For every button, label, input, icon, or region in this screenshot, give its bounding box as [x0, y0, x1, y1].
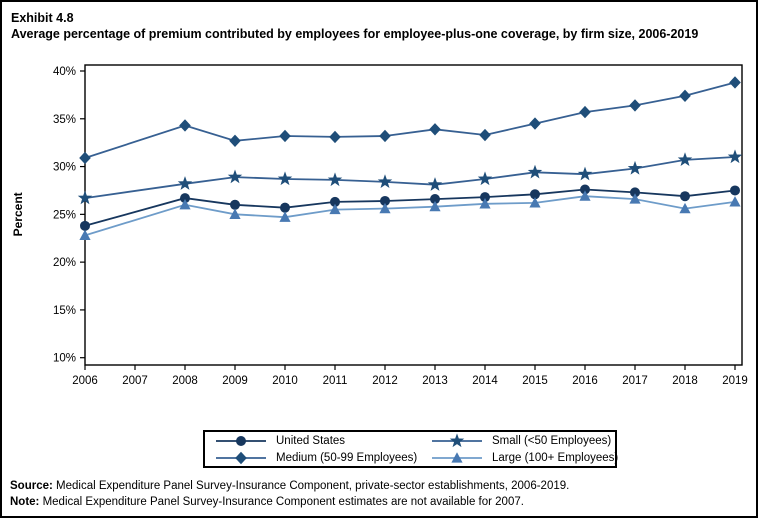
star-legend-swatch	[431, 433, 483, 449]
source-label: Source:	[10, 480, 53, 492]
y-tick-label: 10%	[52, 352, 76, 365]
diamond-marker-point	[379, 130, 391, 142]
triangle-legend-swatch	[431, 450, 483, 466]
star-marker-point	[678, 152, 692, 166]
triangle-marker-point	[729, 196, 740, 206]
star-marker-point	[378, 174, 392, 188]
x-axis	[72, 365, 748, 387]
circle-marker-point	[236, 436, 246, 446]
x-tick-label: 2011	[322, 375, 348, 387]
star-marker-point	[628, 161, 642, 175]
diamond-marker-point	[235, 451, 247, 463]
series-line	[85, 83, 735, 159]
star-marker-point	[228, 169, 242, 183]
x-tick-label: 2010	[272, 375, 298, 387]
diamond-marker-point	[329, 131, 341, 143]
y-axis-title: Percent	[11, 192, 25, 237]
x-tick-label: 2018	[672, 375, 698, 387]
line-chart	[2, 2, 756, 422]
legend-item-large-100-employees	[421, 450, 618, 466]
series-medium-50-99-employees	[79, 76, 741, 164]
legend-item-united-states	[205, 433, 421, 449]
x-tick-label: 2014	[472, 375, 498, 387]
diamond-marker-point	[79, 152, 91, 164]
x-tick-label: 2013	[422, 375, 448, 387]
diamond-marker-point	[679, 90, 691, 102]
star-marker-point	[478, 171, 492, 185]
circle-legend-swatch	[215, 433, 267, 449]
star-marker-point	[528, 165, 542, 179]
diamond-marker-point	[229, 135, 241, 147]
legend-label: Medium (50-99 Employees)	[276, 451, 418, 464]
star-marker-point	[278, 171, 292, 185]
legend-label: Small (<50 Employees)	[492, 434, 612, 447]
legend-item-medium-50-99-employees	[205, 450, 421, 466]
x-tick-label: 2006	[72, 375, 98, 387]
availability-note	[10, 494, 750, 510]
diamond-marker-point	[179, 119, 191, 131]
star-marker-point	[178, 176, 192, 190]
star-marker-point	[428, 177, 442, 191]
legend-label: Large (100+ Employees)	[492, 451, 619, 464]
y-axis	[53, 66, 85, 365]
star-marker-point	[328, 172, 342, 186]
y-tick-label: 40%	[52, 66, 76, 78]
x-tick-label: 2017	[622, 375, 648, 387]
y-tick-label: 15%	[52, 304, 76, 317]
y-tick-label: 30%	[52, 161, 76, 174]
star-marker-point	[450, 433, 464, 447]
note-label: Note:	[10, 496, 40, 508]
series-large-100-employees	[79, 190, 740, 240]
circle-marker-point	[730, 185, 740, 195]
note-text: Medical Expenditure Panel Survey-Insurance Component estimates are not available for 2007.	[39, 496, 524, 508]
legend-label: United States	[276, 434, 346, 447]
x-tick-label: 2016	[572, 375, 598, 387]
diamond-legend-swatch	[215, 450, 267, 466]
y-tick-label: 25%	[52, 209, 76, 222]
x-tick-label: 2008	[172, 375, 198, 387]
diamond-marker-point	[429, 123, 441, 135]
x-tick-label: 2007	[122, 375, 148, 387]
y-tick-label: 20%	[52, 257, 76, 270]
circle-marker-point	[80, 221, 90, 231]
legend-item-small-50-employees	[421, 433, 618, 449]
circle-marker-point	[230, 200, 240, 210]
diamond-marker-point	[279, 130, 291, 142]
x-tick-label: 2019	[722, 375, 748, 387]
circle-marker-point	[680, 191, 690, 201]
chart-legend	[203, 430, 617, 468]
star-marker-point	[578, 167, 592, 181]
plot-area-border	[85, 65, 742, 365]
diamond-marker-point	[529, 117, 541, 129]
source-text: Medical Expenditure Panel Survey-Insurance Component, private-sector establishments, 2006-2019.	[52, 480, 570, 492]
x-tick-label: 2009	[222, 375, 248, 387]
source-note	[10, 478, 750, 494]
series-small-50-employees	[78, 149, 742, 204]
chart-title: Average percentage of premium contributed by employees for employee-plus-one coverage, by firm size, 2006-2019	[11, 27, 699, 41]
exhibit-label: Exhibit 4.8	[11, 11, 74, 25]
star-marker-point	[728, 149, 742, 163]
diamond-marker-point	[729, 76, 741, 88]
diamond-marker-point	[629, 99, 641, 111]
x-tick-label: 2012	[372, 375, 398, 387]
diamond-marker-point	[579, 106, 591, 118]
footer-block	[10, 478, 750, 510]
y-tick-label: 35%	[52, 113, 76, 126]
circle-marker-point	[280, 203, 290, 213]
diamond-marker-point	[479, 129, 491, 141]
x-tick-label: 2015	[522, 375, 548, 387]
